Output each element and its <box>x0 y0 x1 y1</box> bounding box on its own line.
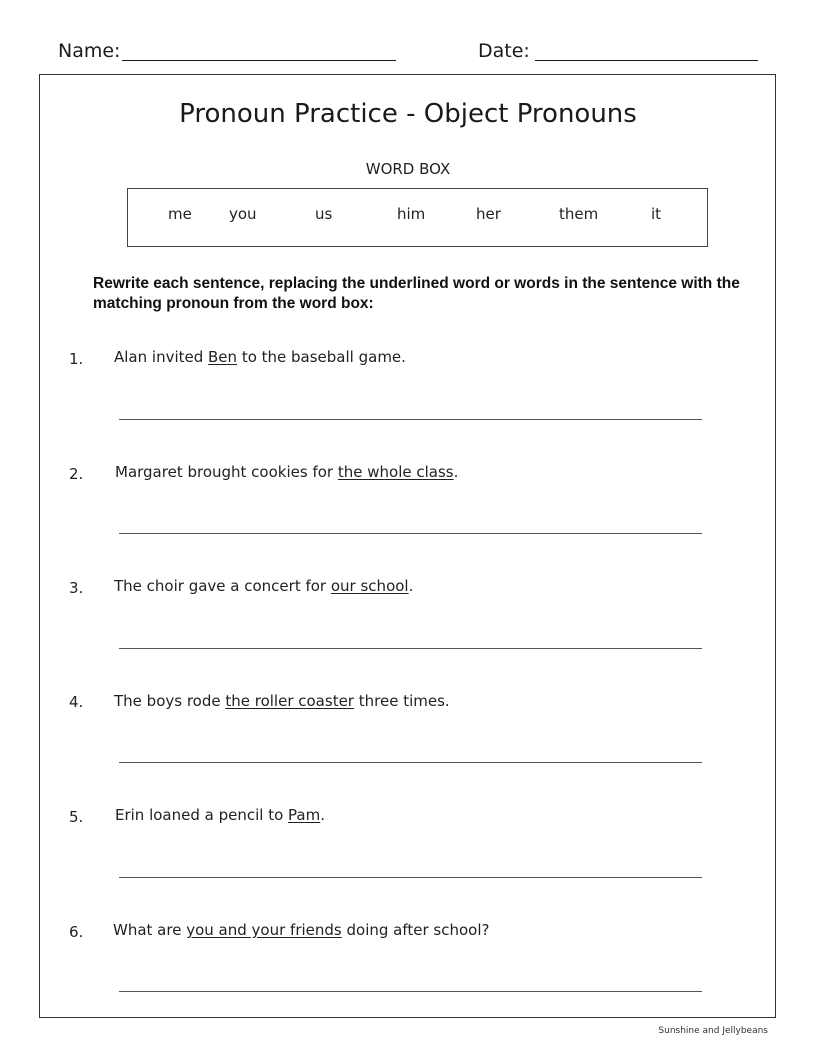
question-number: 3. <box>69 579 84 597</box>
question-text-before: What are <box>113 921 187 939</box>
word-box-word: you <box>229 205 257 223</box>
question-number: 1. <box>69 350 84 368</box>
word-box-word: us <box>315 205 333 223</box>
underlined-phrase: the roller coaster <box>225 692 354 710</box>
answer-line[interactable] <box>119 419 702 420</box>
question-text-before: The boys rode <box>114 692 226 710</box>
underlined-phrase: our school <box>330 577 409 595</box>
question-text-before: The choir gave a concert for <box>114 577 331 595</box>
date-label: Date: <box>478 40 530 62</box>
question-text-before: Alan invited <box>114 348 209 366</box>
question-text-after: doing after school? <box>341 921 490 939</box>
question-number: 6. <box>69 923 84 941</box>
question-text <box>113 921 489 939</box>
word-box-label: WORD BOX <box>365 160 451 178</box>
underlined-phrase: Pam <box>288 806 321 824</box>
answer-line[interactable] <box>119 991 702 992</box>
answer-line[interactable] <box>119 762 702 763</box>
question-number: 5. <box>69 808 84 826</box>
question-text <box>114 577 413 595</box>
question-text <box>114 692 450 710</box>
question-text-before: Erin loaned a pencil to <box>115 806 289 824</box>
answer-line[interactable] <box>119 648 702 649</box>
question-text-after: three times. <box>353 692 450 710</box>
question-text-after: . <box>320 806 326 824</box>
word-box-word: it <box>651 205 662 223</box>
name-label: Name: <box>58 40 121 62</box>
question-text-after: to the baseball game. <box>237 348 406 366</box>
question-text <box>114 348 406 366</box>
underlined-phrase: the whole class <box>337 463 454 481</box>
question-text-after: . <box>408 577 414 595</box>
answer-line[interactable] <box>119 877 702 878</box>
answer-line[interactable] <box>119 533 702 534</box>
question-text-after: . <box>453 463 459 481</box>
question-number: 4. <box>69 693 84 711</box>
word-box-word: me <box>168 205 192 223</box>
page-title: Pronoun Practice - Object Pronouns <box>179 99 637 129</box>
word-box-word: him <box>397 205 426 223</box>
question-text <box>115 463 458 481</box>
word-box-word: her <box>476 205 501 223</box>
underlined-phrase: Ben <box>208 348 238 366</box>
question-number: 2. <box>69 465 84 483</box>
footer-credit: Sunshine and Jellybeans <box>658 1026 768 1036</box>
underlined-phrase: you and your friends <box>186 921 342 939</box>
date-field[interactable] <box>535 60 758 61</box>
word-box-word: them <box>559 205 599 223</box>
name-field[interactable] <box>122 60 396 61</box>
question-text-before: Margaret brought cookies for <box>115 463 338 481</box>
question-text <box>115 806 325 824</box>
instructions: Rewrite each sentence, replacing the underlined word or words in the sentence with the matching pronoun from the word box: <box>93 275 740 312</box>
